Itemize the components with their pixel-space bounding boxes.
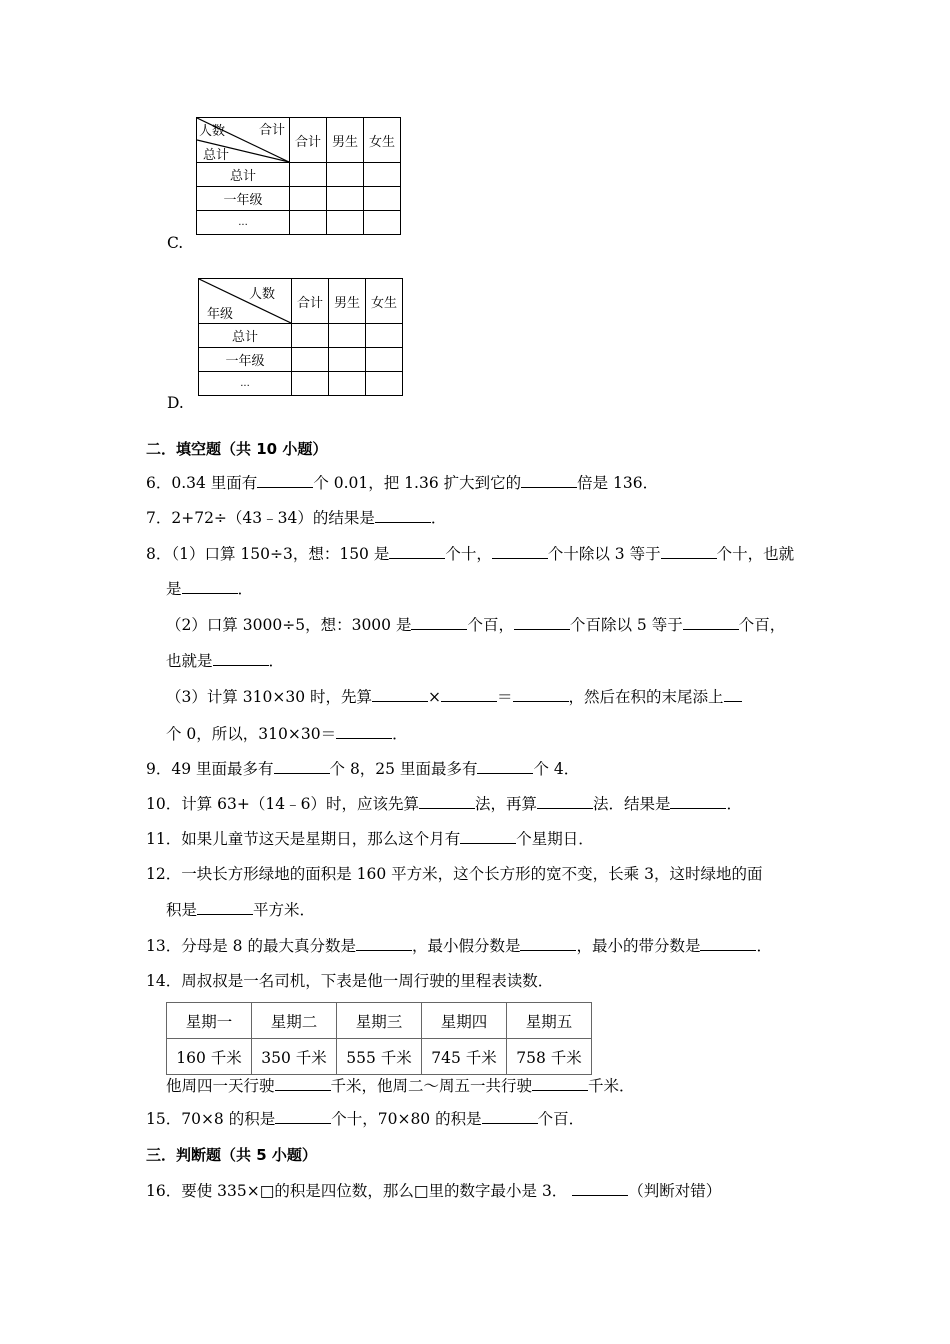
row-label: 一年级 bbox=[199, 348, 292, 372]
reading-cell: 160 千米 bbox=[167, 1039, 252, 1075]
answer-blank[interactable] bbox=[670, 794, 726, 809]
reading-cell: 745 千米 bbox=[422, 1039, 507, 1075]
answer-blank[interactable] bbox=[492, 544, 548, 559]
row-label: 总计 bbox=[199, 324, 292, 348]
answer-blank[interactable] bbox=[182, 579, 238, 594]
answer-blank[interactable] bbox=[197, 900, 253, 915]
row-label: 总计 bbox=[197, 163, 290, 187]
question-8-line-4: 也就是 ． bbox=[166, 652, 285, 670]
question-14: 14．周叔叔是一名司机，下表是他一周行驶的里程表读数． bbox=[146, 972, 554, 990]
section-2-heading: 二．填空题（共 10 小题） bbox=[146, 440, 328, 458]
question-14-answer-line: 他周四一天行驶 千米，他周二～周五一共行驶 千米． bbox=[166, 1077, 635, 1095]
answer-blank[interactable] bbox=[532, 1076, 588, 1091]
answer-blank[interactable] bbox=[460, 829, 516, 844]
answer-blank[interactable] bbox=[257, 473, 313, 488]
option-d-table bbox=[198, 278, 403, 396]
answer-blank[interactable] bbox=[700, 936, 756, 951]
corner-top-left-label: 人数 bbox=[199, 124, 226, 139]
answer-blank[interactable] bbox=[521, 473, 577, 488]
option-c-label: C. bbox=[167, 234, 184, 252]
section-3-heading: 三．判断题（共 5 小题） bbox=[146, 1146, 317, 1164]
question-12-line-2: 积是 平方米． bbox=[166, 901, 316, 919]
corner-top-label: 人数 bbox=[249, 287, 276, 302]
question-11: 11．如果儿童节这天是星期日，那么这个月有 个星期日． bbox=[146, 830, 594, 848]
question-8-line-5: （3）计算 310×30 时，先算 × ＝ ，然后在积的末尾添上 bbox=[166, 686, 742, 708]
row-label: ... bbox=[199, 372, 292, 396]
reading-cell: 350 千米 bbox=[252, 1039, 337, 1075]
question-9: 9．49 里面最多有 个 8，25 里面最多有 个 4． bbox=[146, 760, 580, 778]
answer-blank[interactable] bbox=[572, 1181, 628, 1196]
header-cell: 女生 bbox=[366, 279, 403, 324]
answer-blank[interactable] bbox=[274, 759, 330, 774]
answer-blank[interactable] bbox=[275, 1076, 331, 1091]
answer-blank[interactable] bbox=[375, 508, 431, 523]
header-cell: 男生 bbox=[327, 118, 364, 163]
option-d-label: D. bbox=[167, 394, 184, 412]
row-label: 一年级 bbox=[197, 187, 290, 211]
answer-blank[interactable] bbox=[520, 936, 576, 951]
answer-blank[interactable] bbox=[683, 615, 739, 630]
answer-blank[interactable] bbox=[336, 724, 392, 739]
question-6: 6．0.34 里面有 个 0.01，把 1.36 扩大到它的 倍是 136． bbox=[146, 474, 659, 492]
option-d-corner-cell bbox=[199, 279, 292, 324]
question-16: 16．要使 335×□的积是四位数，那么□里的数字最小是 3． （判断对错） bbox=[146, 1182, 722, 1200]
header-cell: 男生 bbox=[329, 279, 366, 324]
option-c-table bbox=[196, 117, 401, 235]
question-12-line-1: 12．一块长方形绿地的面积是 160 平方米，这个长方形的宽不变，长乘 3，这时绿地的面 bbox=[146, 865, 763, 883]
answer-blank[interactable] bbox=[419, 794, 475, 809]
question-8-line-1: 8．（1）口算 150÷3，想：150 是 个十， 个十除以 3 等于 个十，也就 bbox=[146, 545, 795, 563]
answer-blank[interactable] bbox=[441, 687, 497, 702]
answer-blank[interactable] bbox=[482, 1109, 538, 1124]
day-header: 星期三 bbox=[337, 1003, 422, 1039]
question-7: 7．2+72÷（43﹣34）的结果是 ． bbox=[146, 509, 447, 527]
answer-blank[interactable] bbox=[514, 615, 570, 630]
answer-blank[interactable] bbox=[477, 759, 533, 774]
answer-blank[interactable] bbox=[389, 544, 445, 559]
answer-blank[interactable] bbox=[661, 544, 717, 559]
corner-top-right-label: 合计 bbox=[259, 123, 286, 138]
question-8-line-3: （2）口算 3000÷5，想：3000 是 个百， 个百除以 5 等于 个百， bbox=[166, 616, 786, 634]
answer-blank[interactable] bbox=[411, 615, 467, 630]
answer-blank[interactable] bbox=[513, 687, 569, 702]
question-15: 15．70×8 的积是 个十，70×80 的积是 个百． bbox=[146, 1110, 585, 1128]
header-cell: 女生 bbox=[364, 118, 401, 163]
corner-bottom-label: 年级 bbox=[207, 307, 234, 322]
reading-cell: 555 千米 bbox=[337, 1039, 422, 1075]
reading-cell: 758 千米 bbox=[507, 1039, 592, 1075]
question-13: 13．分母是 8 的最大真分数是 ，最小假分数是 ，最小的带分数是 ． bbox=[146, 937, 772, 955]
corner-bottom-label: 总计 bbox=[203, 148, 230, 163]
mileage-table bbox=[166, 1002, 592, 1075]
question-8-line-6: 个 0，所以，310×30＝ ． bbox=[166, 725, 408, 743]
answer-blank[interactable] bbox=[537, 794, 593, 809]
answer-blank[interactable] bbox=[724, 687, 742, 702]
day-header: 星期二 bbox=[252, 1003, 337, 1039]
answer-blank[interactable] bbox=[275, 1109, 331, 1124]
header-cell: 合计 bbox=[290, 118, 327, 163]
question-8-line-2: 是 ． bbox=[166, 580, 254, 598]
answer-blank[interactable] bbox=[356, 936, 412, 951]
option-c-corner-cell bbox=[197, 118, 290, 163]
question-10: 10．计算 63+（14﹣6）时，应该先算 法，再算 法．结果是 ． bbox=[146, 795, 742, 813]
header-cell: 合计 bbox=[292, 279, 329, 324]
row-label: ... bbox=[197, 211, 290, 235]
day-header: 星期一 bbox=[167, 1003, 252, 1039]
day-header: 星期五 bbox=[507, 1003, 592, 1039]
day-header: 星期四 bbox=[422, 1003, 507, 1039]
answer-blank[interactable] bbox=[213, 651, 269, 666]
answer-blank[interactable] bbox=[372, 687, 428, 702]
